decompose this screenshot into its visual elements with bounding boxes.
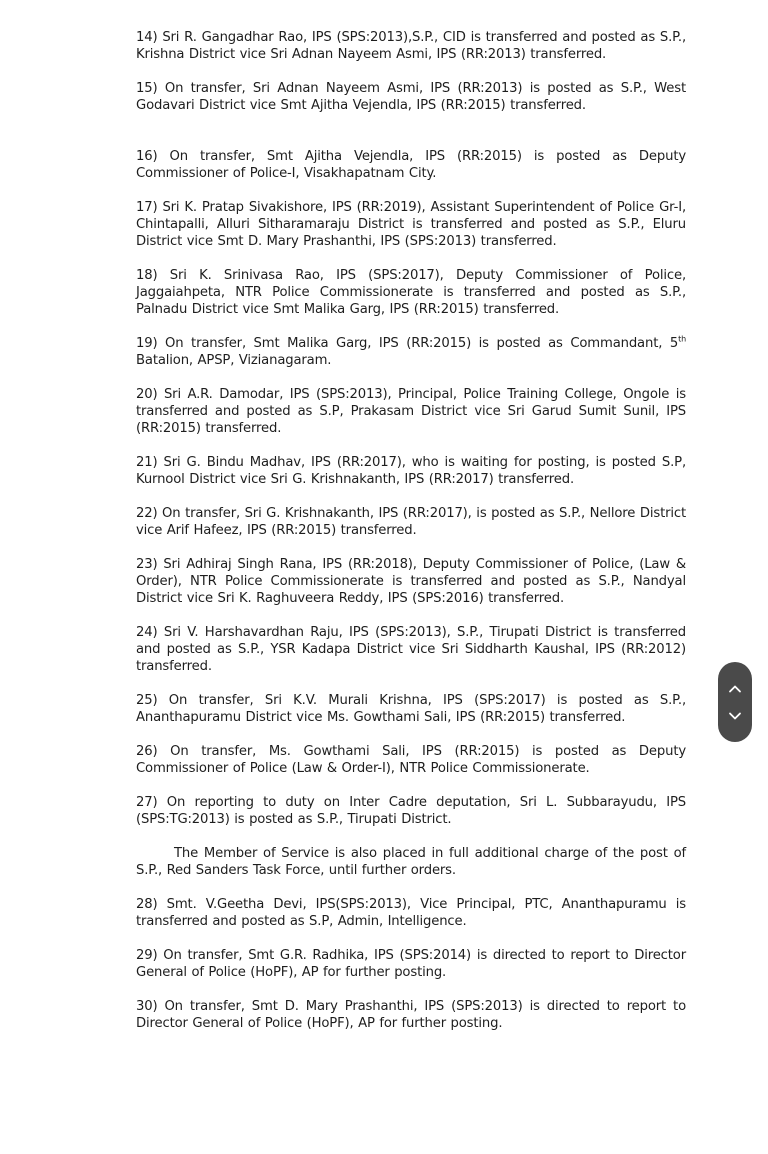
- paragraph-28: 28) Smt. V.Geetha Devi, IPS(SPS:2013), Vice Principal, PTC, Ananthapuramu is transferred and posted as S.P, Admin, Intelligence.: [136, 897, 686, 929]
- paragraph-22: 22) On transfer, Sri G. Krishnakanth, IPS (RR:2017), is posted as S.P., Nellore District vice Arif Hafeez, IPS (RR:2015) transferred.: [136, 506, 686, 538]
- paragraph-30: 30) On transfer, Smt D. Mary Prashanthi, IPS (SPS:2013) is directed to report to Director General of Police (HoPF), AP for further posting.: [136, 999, 686, 1031]
- paragraph-25: 25) On transfer, Sri K.V. Murali Krishna, IPS (SPS:2017) is posted as S.P., Ananthapuramu District vice Ms. Gowthami Sali, IPS (RR:2015) transferred.: [136, 693, 686, 725]
- paragraph-gap: [136, 437, 686, 454]
- paragraph-gap: [136, 675, 686, 692]
- paragraph-26: 26) On transfer, Ms. Gowthami Sali, IPS (RR:2015) is posted as Deputy Commissioner of Police (Law & Order-I), NTR Police Commissionerate.: [136, 744, 686, 776]
- scroll-up-button[interactable]: [725, 680, 745, 696]
- paragraph-gap: [136, 318, 686, 335]
- paragraph-gap: [136, 369, 686, 386]
- paragraph-gap: [136, 981, 686, 998]
- page-scroll-controls: [718, 662, 752, 742]
- paragraph-gap: [136, 777, 686, 794]
- paragraph-gap: [136, 879, 686, 896]
- paragraph-23: 23) Sri Adhiraj Singh Rana, IPS (RR:2018), Deputy Commissioner of Police, (Law & Order), NTR Police Commissionerate is transferred and posted as S.P., Nandyal District vice Sri K. Raghuveera Reddy, IPS (SPS:2016) transferred.: [136, 557, 686, 606]
- paragraph-gap: [136, 930, 686, 947]
- document-page: [136, 29, 686, 1032]
- paragraph-gap: [136, 828, 686, 845]
- paragraph-gap: [136, 114, 686, 148]
- paragraph-19: [136, 335, 686, 369]
- paragraph-20: 20) Sri A.R. Damodar, IPS (SPS:2013), Principal, Police Training College, Ongole is transferred and posted as S.P, Prakasam District vice Sri Garud Sumit Sunil, IPS (RR:2015) transferred.: [136, 387, 686, 436]
- paragraph-gap: [136, 182, 686, 199]
- paragraph-gap: [136, 607, 686, 624]
- paragraph-14: 14) Sri R. Gangadhar Rao, IPS (SPS:2013),S.P., CID is transferred and posted as S.P., Krishna District vice Sri Adnan Nayeem Asmi, IPS (RR:2013) transferred.: [136, 30, 686, 62]
- paragraph-18: 18) Sri K. Srinivasa Rao, IPS (SPS:2017), Deputy Commissioner of Police, Jaggaiahpeta, NTR Police Commissionerate is transferred and posted as S.P., Palnadu District vice Smt Malika Garg, IPS (RR:2015) transferred.: [136, 268, 686, 317]
- paragraph-24: 24) Sri V. Harshavardhan Raju, IPS (SPS:2013), S.P., Tirupati District is transferred and posted as S.P., YSR Kadapa District vice Sri Siddharth Kaushal, IPS (RR:2012) transferred.: [136, 625, 686, 674]
- paragraph-gap: [136, 63, 686, 80]
- ordinal-superscript: th: [678, 334, 686, 344]
- paragraph-gap: [136, 539, 686, 556]
- paragraph-19-text: 19) On transfer, Smt Malika Garg, IPS (RR:2015) is posted as Commandant, 5: [136, 336, 679, 351]
- scroll-down-button[interactable]: [725, 708, 745, 724]
- paragraph-gap: [136, 488, 686, 505]
- paragraph-27: 27) On reporting to duty on Inter Cadre deputation, Sri L. Subbarayudu, IPS (SPS:TG:2013) is posted as S.P., Tirupati District.: [136, 795, 686, 827]
- paragraph-19-text-after: Batalion, APSP, Vizianagaram.: [136, 353, 332, 368]
- chevron-down-icon: [728, 712, 742, 721]
- paragraph-29: 29) On transfer, Smt G.R. Radhika, IPS (SPS:2014) is directed to report to Director General of Police (HoPF), AP for further posting.: [136, 948, 686, 980]
- paragraph-gap: [136, 726, 686, 743]
- paragraph-27-note: The Member of Service is also placed in full additional charge of the post of S.P., Red Sanders Task Force, until further orders.: [136, 846, 686, 878]
- chevron-up-icon: [728, 684, 742, 693]
- paragraph-gap: [136, 250, 686, 267]
- paragraph-16: 16) On transfer, Smt Ajitha Vejendla, IPS (RR:2015) is posted as Deputy Commissioner of Police-I, Visakhapatnam City.: [136, 149, 686, 181]
- paragraph-21: 21) Sri G. Bindu Madhav, IPS (RR:2017), who is waiting for posting, is posted S.P, Kurnool District vice Sri G. Krishnakanth, IPS (RR:2017) transferred.: [136, 455, 686, 487]
- paragraph-15: 15) On transfer, Sri Adnan Nayeem Asmi, IPS (RR:2013) is posted as S.P., West Godavari District vice Smt Ajitha Vejendla, IPS (RR:2015) transferred.: [136, 81, 686, 113]
- paragraph-17: 17) Sri K. Pratap Sivakishore, IPS (RR:2019), Assistant Superintendent of Police Gr-I, Chintapalli, Alluri Sitharamaraju District is transferred and posted as S.P., Eluru District vice Smt D. Mary Prashanthi, IPS (SPS:2013) transferred.: [136, 200, 686, 249]
